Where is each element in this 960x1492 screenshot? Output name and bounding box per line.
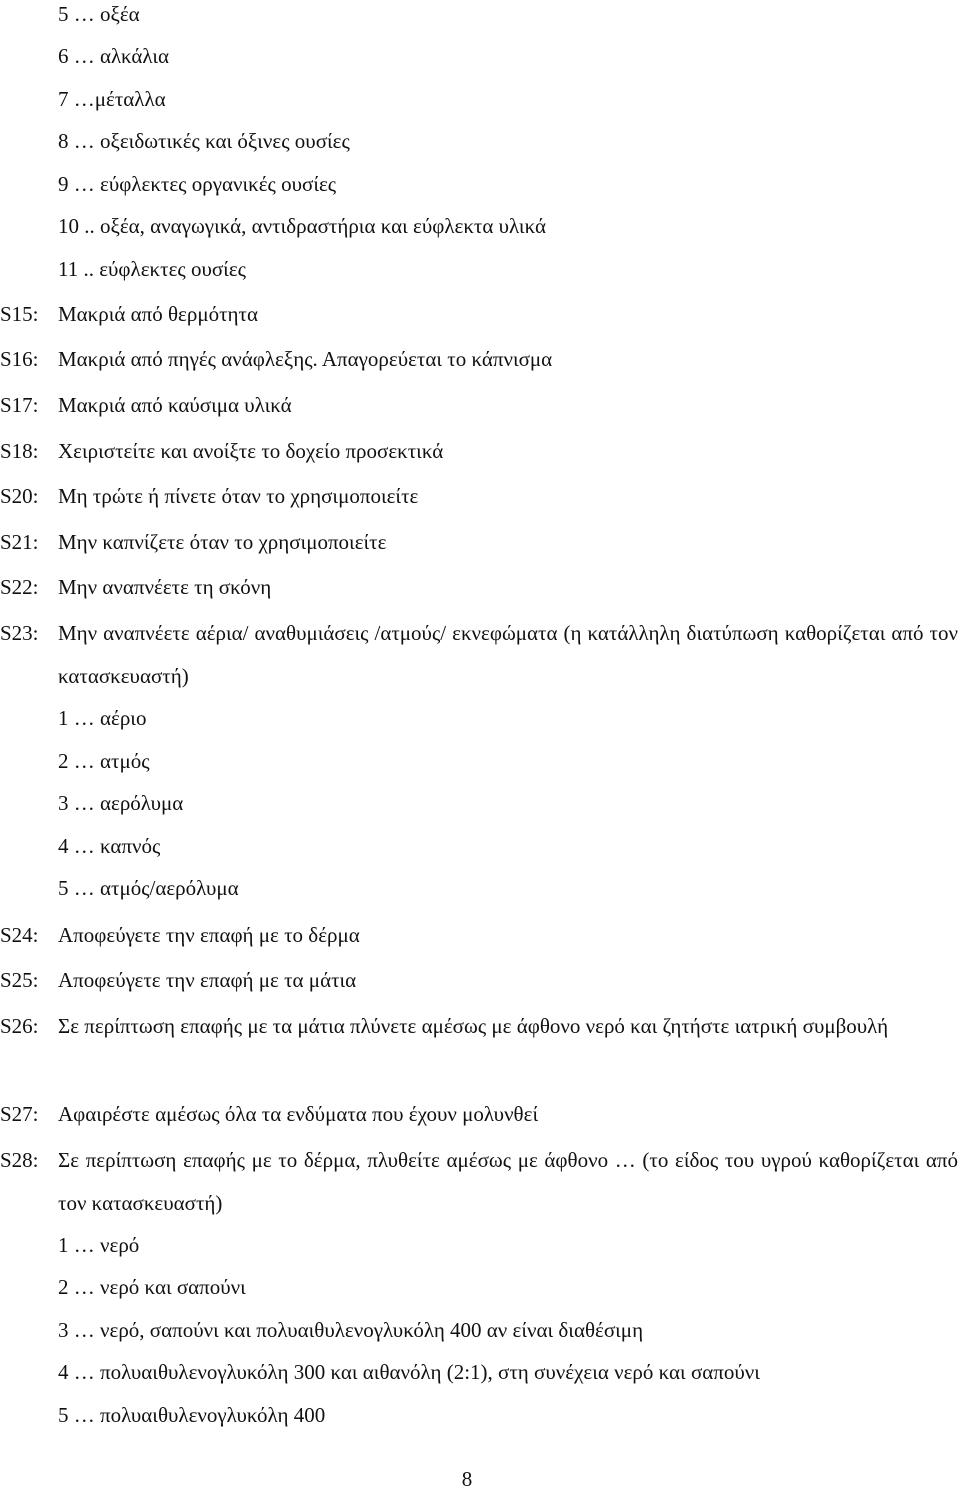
- phrase-text: Χειριστείτε και ανοίξτε το δοχείο προσεκτικά: [58, 439, 444, 463]
- list-item: 4 … πολυαιθυλενογλυκόλη 300 και αιθανόλη (2:1), στη συνέχεια νερό και σαπούνι: [58, 1360, 760, 1384]
- phrase-text: Μη τρώτε ή πίνετε όταν το χρησιμοποιείτε: [58, 484, 419, 508]
- phrase-code: S16:: [0, 347, 39, 371]
- safety-phrase-s16: [0, 346, 958, 372]
- list-item: 10 .. οξέα, αναγωγικά, αντιδραστήρια και εύφλεκτα υλικά: [58, 214, 546, 238]
- phrase-text: Μακριά από καύσιμα υλικά: [58, 393, 292, 417]
- list-item: 1 … νερό: [58, 1233, 140, 1257]
- phrase-code: S15:: [0, 302, 39, 326]
- list-item: 2 … ατμός: [58, 749, 150, 773]
- phrase-code: S26:: [0, 1014, 39, 1038]
- list-item: 3 … νερό, σαπούνι και πολυαιθυλενογλυκόλη 400 αν είναι διαθέσιμη: [58, 1318, 644, 1342]
- list-item: 11 .. εύφλεκτες ουσίες: [58, 257, 246, 281]
- phrase-text: Μακριά από πηγές ανάφλεξης. Απαγορεύεται το κάπνισμα: [58, 347, 553, 371]
- list-item: 3 … αερόλυμα: [58, 791, 184, 815]
- phrase-code: S20:: [0, 484, 39, 508]
- phrase-text: Μην αναπνέετε αέρια/ αναθυμιάσεις /ατμούς/ εκνεφώματα (η κατάλληλη διατύπωση καθορίζεται από τον κατασκευαστή): [58, 621, 958, 688]
- safety-phrase-s27: [0, 1101, 958, 1127]
- phrase-code: S24:: [0, 923, 39, 947]
- safety-phrase-s20: [0, 483, 958, 509]
- safety-phrase-s23: [0, 612, 958, 698]
- phrase-code: S22:: [0, 575, 39, 599]
- phrase-code: S25:: [0, 968, 39, 992]
- safety-phrase-s25: [0, 967, 958, 993]
- list-item: 9 … εύφλεκτες οργανικές ουσίες: [58, 172, 337, 196]
- list-item: 1 … αέριο: [58, 706, 147, 730]
- safety-phrase-s24: [0, 922, 958, 948]
- phrase-code: S18:: [0, 439, 39, 463]
- phrase-code: S17:: [0, 393, 39, 417]
- page-number: 8: [461, 1467, 473, 1491]
- phrase-code: S27:: [0, 1102, 39, 1126]
- list-item: 5 … πολυαιθυλενογλυκόλη 400: [58, 1403, 326, 1427]
- phrase-text: Μακριά από θερμότητα: [58, 302, 258, 326]
- list-item: 2 … νερό και σαπούνι: [58, 1275, 246, 1299]
- phrase-text: Μην αναπνέετε τη σκόνη: [58, 575, 272, 599]
- list-item: 7 …μέταλλα: [58, 87, 166, 111]
- phrase-text: Αφαιρέστε αμέσως όλα τα ενδύματα που έχουν μολυνθεί: [58, 1102, 539, 1126]
- safety-phrase-s22: [0, 574, 958, 600]
- list-item: 5 … ατμός/αερόλυμα: [58, 876, 239, 900]
- safety-phrase-s17: [0, 392, 958, 418]
- phrase-code: S21:: [0, 530, 39, 554]
- list-item: 8 … οξειδωτικές και όξινες ουσίες: [58, 129, 350, 153]
- safety-phrase-s21: [0, 529, 958, 555]
- list-item: 5 … οξέα: [58, 2, 140, 26]
- phrase-text: Αποφεύγετε την επαφή με τα μάτια: [58, 968, 357, 992]
- phrase-text: Σε περίπτωση επαφής με τα μάτια πλύνετε αμέσως με άφθονο νερό και ζητήστε ιατρική συμβουλή: [58, 1014, 889, 1038]
- phrase-text: Μην καπνίζετε όταν το χρησιμοποιείτε: [58, 530, 387, 554]
- list-item: 4 … καπνός: [58, 834, 161, 858]
- safety-phrase-s28: [0, 1139, 958, 1225]
- safety-phrase-s18: [0, 438, 958, 464]
- phrase-text: Αποφεύγετε την επαφή με το δέρμα: [58, 923, 360, 947]
- list-item: 6 … αλκάλια: [58, 44, 169, 68]
- safety-phrase-s15: [0, 301, 958, 327]
- safety-phrase-s26: [0, 1005, 958, 1048]
- phrase-code: S28:: [0, 1148, 39, 1172]
- phrase-code: S23:: [0, 621, 39, 645]
- phrase-text: Σε περίπτωση επαφής με το δέρμα, πλυθείτε αμέσως με άφθονο … (το είδος του υγρού καθορίζεται από τον κατασκευαστή): [58, 1148, 958, 1215]
